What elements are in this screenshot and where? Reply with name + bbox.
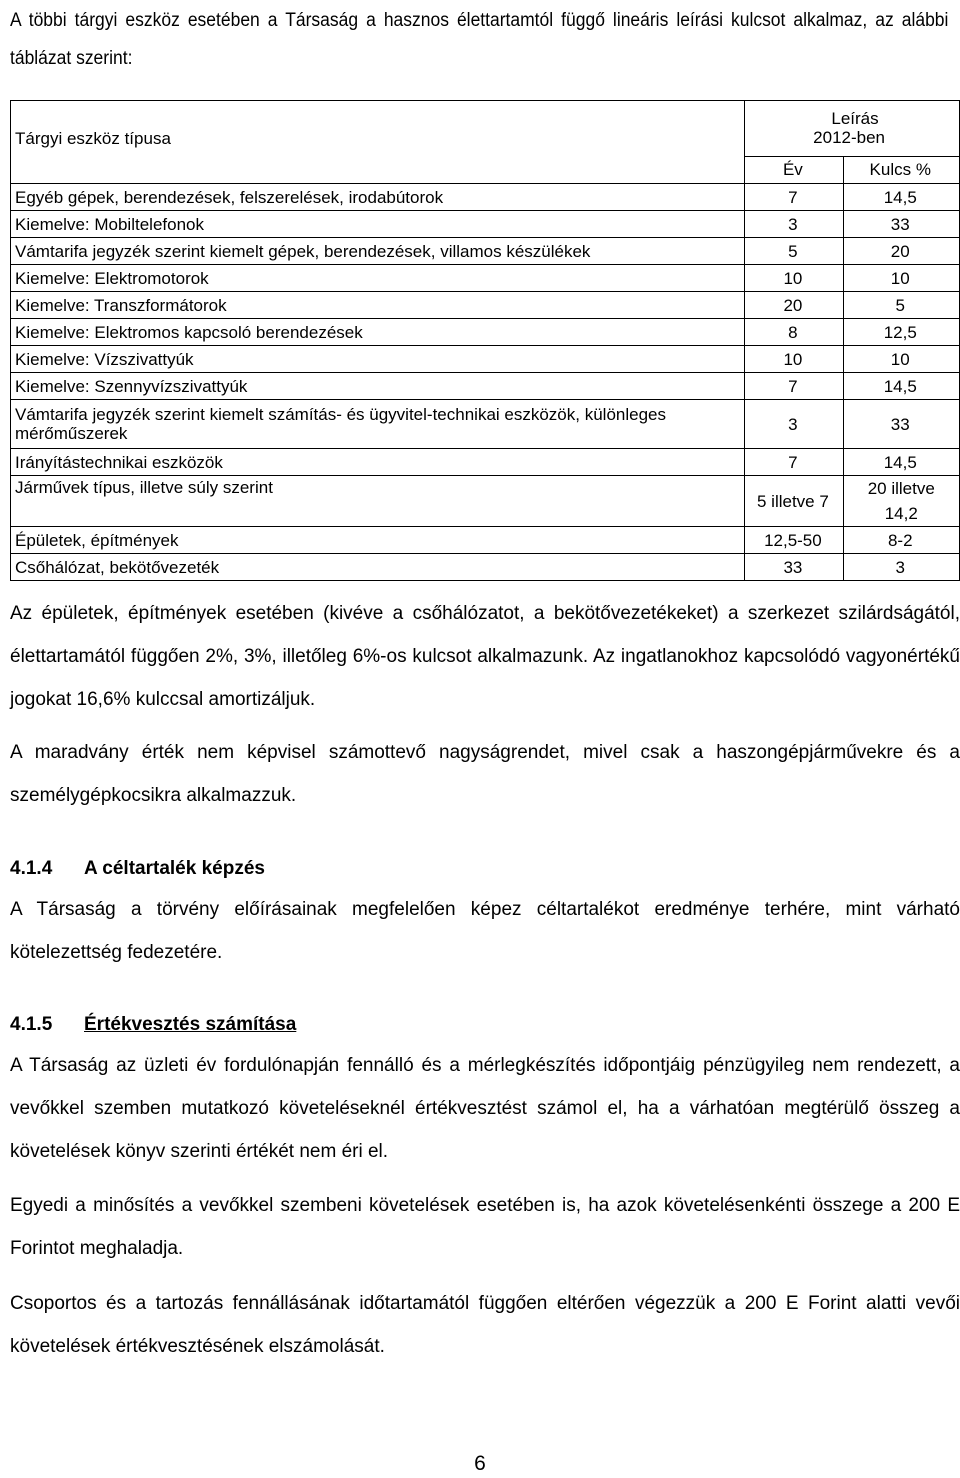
section-heading-4-1-5 — [10, 1012, 296, 1038]
paragraph-group: Csoportos és a tartozás fennállásának időtartamától függően eltérően végezzük a 200 E Forint alatti vevői követelések értékvesztésének elszámolását. — [10, 1293, 960, 1357]
cell-type: Járművek típus, illetve súly szerint — [11, 476, 745, 527]
cell-rate: 5 — [843, 292, 959, 319]
header-year: Év — [745, 156, 843, 183]
cell-type: Kiemelve: Elektromotorok — [11, 265, 745, 292]
table-row — [11, 292, 960, 319]
header-group-label: Leírás — [831, 109, 879, 129]
cell-year: 3 — [745, 400, 843, 449]
cell-type: Kiemelve: Transzformátorok — [11, 292, 745, 319]
table-row — [11, 449, 960, 476]
table-row — [11, 400, 960, 449]
cell-year: 5 — [745, 238, 843, 265]
paragraph-impairment: A Társaság az üzleti év fordulónapján fennálló és a mérlegkészítés időpontjáig pénzügyileg nem rendezett, a vevőkkel szemben mutatkozó követeléseknél értékvesztést számol el, ha a várhatóan megtérülő összeg a követelések könyv szerinti értékét nem éri el. — [10, 1055, 960, 1162]
paragraph-buildings: Az épületek, építmények esetében (kivéve a csőhálózatot, a bekötővezetékeket) a szerkezet szilárdságától, élettartamától függően 2%, 3%, illetőleg 6%-os kulcsot alkalmazunk. Az ingatlanokhoz kapcsolódó vagyonértékű jogokat 16,6% kulccsal amortizáljuk. — [10, 603, 960, 710]
cell-type: Vámtarifa jegyzék szerint kiemelt számítás- és ügyvitel-technikai eszközök, különleges mérőműszerek — [11, 400, 745, 449]
table-row — [11, 476, 960, 527]
cell-year: 5 illetve 7 — [745, 476, 843, 527]
cell-rate: 20 illetve 14,2 — [843, 476, 959, 527]
cell-type: Vámtarifa jegyzék szerint kiemelt gépek, berendezések, villamos készülékek — [11, 238, 745, 265]
header-asset-type: Tárgyi eszköz típusa — [11, 101, 745, 184]
cell-type: Irányítástechnikai eszközök — [11, 449, 745, 476]
paragraph-residual-value: A maradvány érték nem képvisel számottevő nagyságrendet, mivel csak a haszongépjárművekre és a személygépkocsikra alkalmazzuk. — [10, 742, 960, 806]
cell-type: Kiemelve: Mobiltelefonok — [11, 211, 745, 238]
cell-rate: 8-2 — [843, 527, 959, 554]
cell-rate: 10 — [843, 346, 959, 373]
paragraph-individual: Egyedi a minősítés a vevőkkel szembeni követelések esetében is, ha azok követelésenkénti összege a 200 E Forintot meghaladja. — [10, 1195, 960, 1259]
depreciation-table — [10, 100, 960, 581]
cell-type: Épületek, építmények — [11, 527, 745, 554]
table-row — [11, 265, 960, 292]
cell-year: 7 — [745, 373, 843, 400]
cell-rate: 12,5 — [843, 319, 959, 346]
cell-rate: 3 — [843, 554, 959, 581]
table-row — [11, 238, 960, 265]
table-row — [11, 527, 960, 554]
cell-rate: 14,5 — [843, 449, 959, 476]
header-group-sub: 2012-ben — [813, 128, 885, 148]
cell-rate: 14,5 — [843, 184, 959, 211]
table-row — [11, 184, 960, 211]
table-row — [11, 319, 960, 346]
section-title: A céltartalék képzés — [84, 858, 265, 879]
table-row — [11, 346, 960, 373]
cell-year: 10 — [745, 346, 843, 373]
cell-type: Csőhálózat, bekötővezeték — [11, 554, 745, 581]
cell-rate: 33 — [843, 211, 959, 238]
page-number: 6 — [474, 1452, 486, 1475]
table-row — [11, 211, 960, 238]
cell-type: Kiemelve: Vízszivattyúk — [11, 346, 745, 373]
cell-type: Egyéb gépek, berendezések, felszerelések, irodabútorok — [11, 184, 745, 211]
intro-paragraph: A többi tárgyi eszköz esetében a Társaság a hasznos élettartamtól függő lineáris leírási kulcsot alkalmaz, az alábbi táblázat szerint: — [10, 10, 949, 69]
cell-type: Kiemelve: Elektromos kapcsoló berendezések — [11, 319, 745, 346]
section-title: Értékvesztés számítása — [84, 1014, 297, 1035]
cell-year: 7 — [745, 449, 843, 476]
cell-type: Kiemelve: Szennyvízszivattyúk — [11, 373, 745, 400]
cell-rate: 10 — [843, 265, 959, 292]
section-number: 4.1.5 — [10, 1014, 53, 1035]
table-row — [11, 373, 960, 400]
cell-year: 7 — [745, 184, 843, 211]
cell-rate: 20 — [843, 238, 959, 265]
cell-year: 20 — [745, 292, 843, 319]
cell-year: 12,5-50 — [745, 527, 843, 554]
cell-year: 10 — [745, 265, 843, 292]
cell-rate: 14,5 — [843, 373, 959, 400]
cell-year: 33 — [745, 554, 843, 581]
header-rate: Kulcs % — [843, 156, 959, 183]
cell-year: 3 — [745, 211, 843, 238]
header-depreciation-group — [745, 101, 960, 157]
section-heading-4-1-4 — [10, 856, 265, 882]
cell-year: 8 — [745, 319, 843, 346]
table-row — [11, 554, 960, 581]
section-number: 4.1.4 — [10, 858, 53, 879]
cell-rate: 33 — [843, 400, 959, 449]
paragraph-provisions: A Társaság a törvény előírásainak megfelelően képez céltartalékot eredménye terhére, mint várható kötelezettség fedezetére. — [10, 899, 960, 963]
